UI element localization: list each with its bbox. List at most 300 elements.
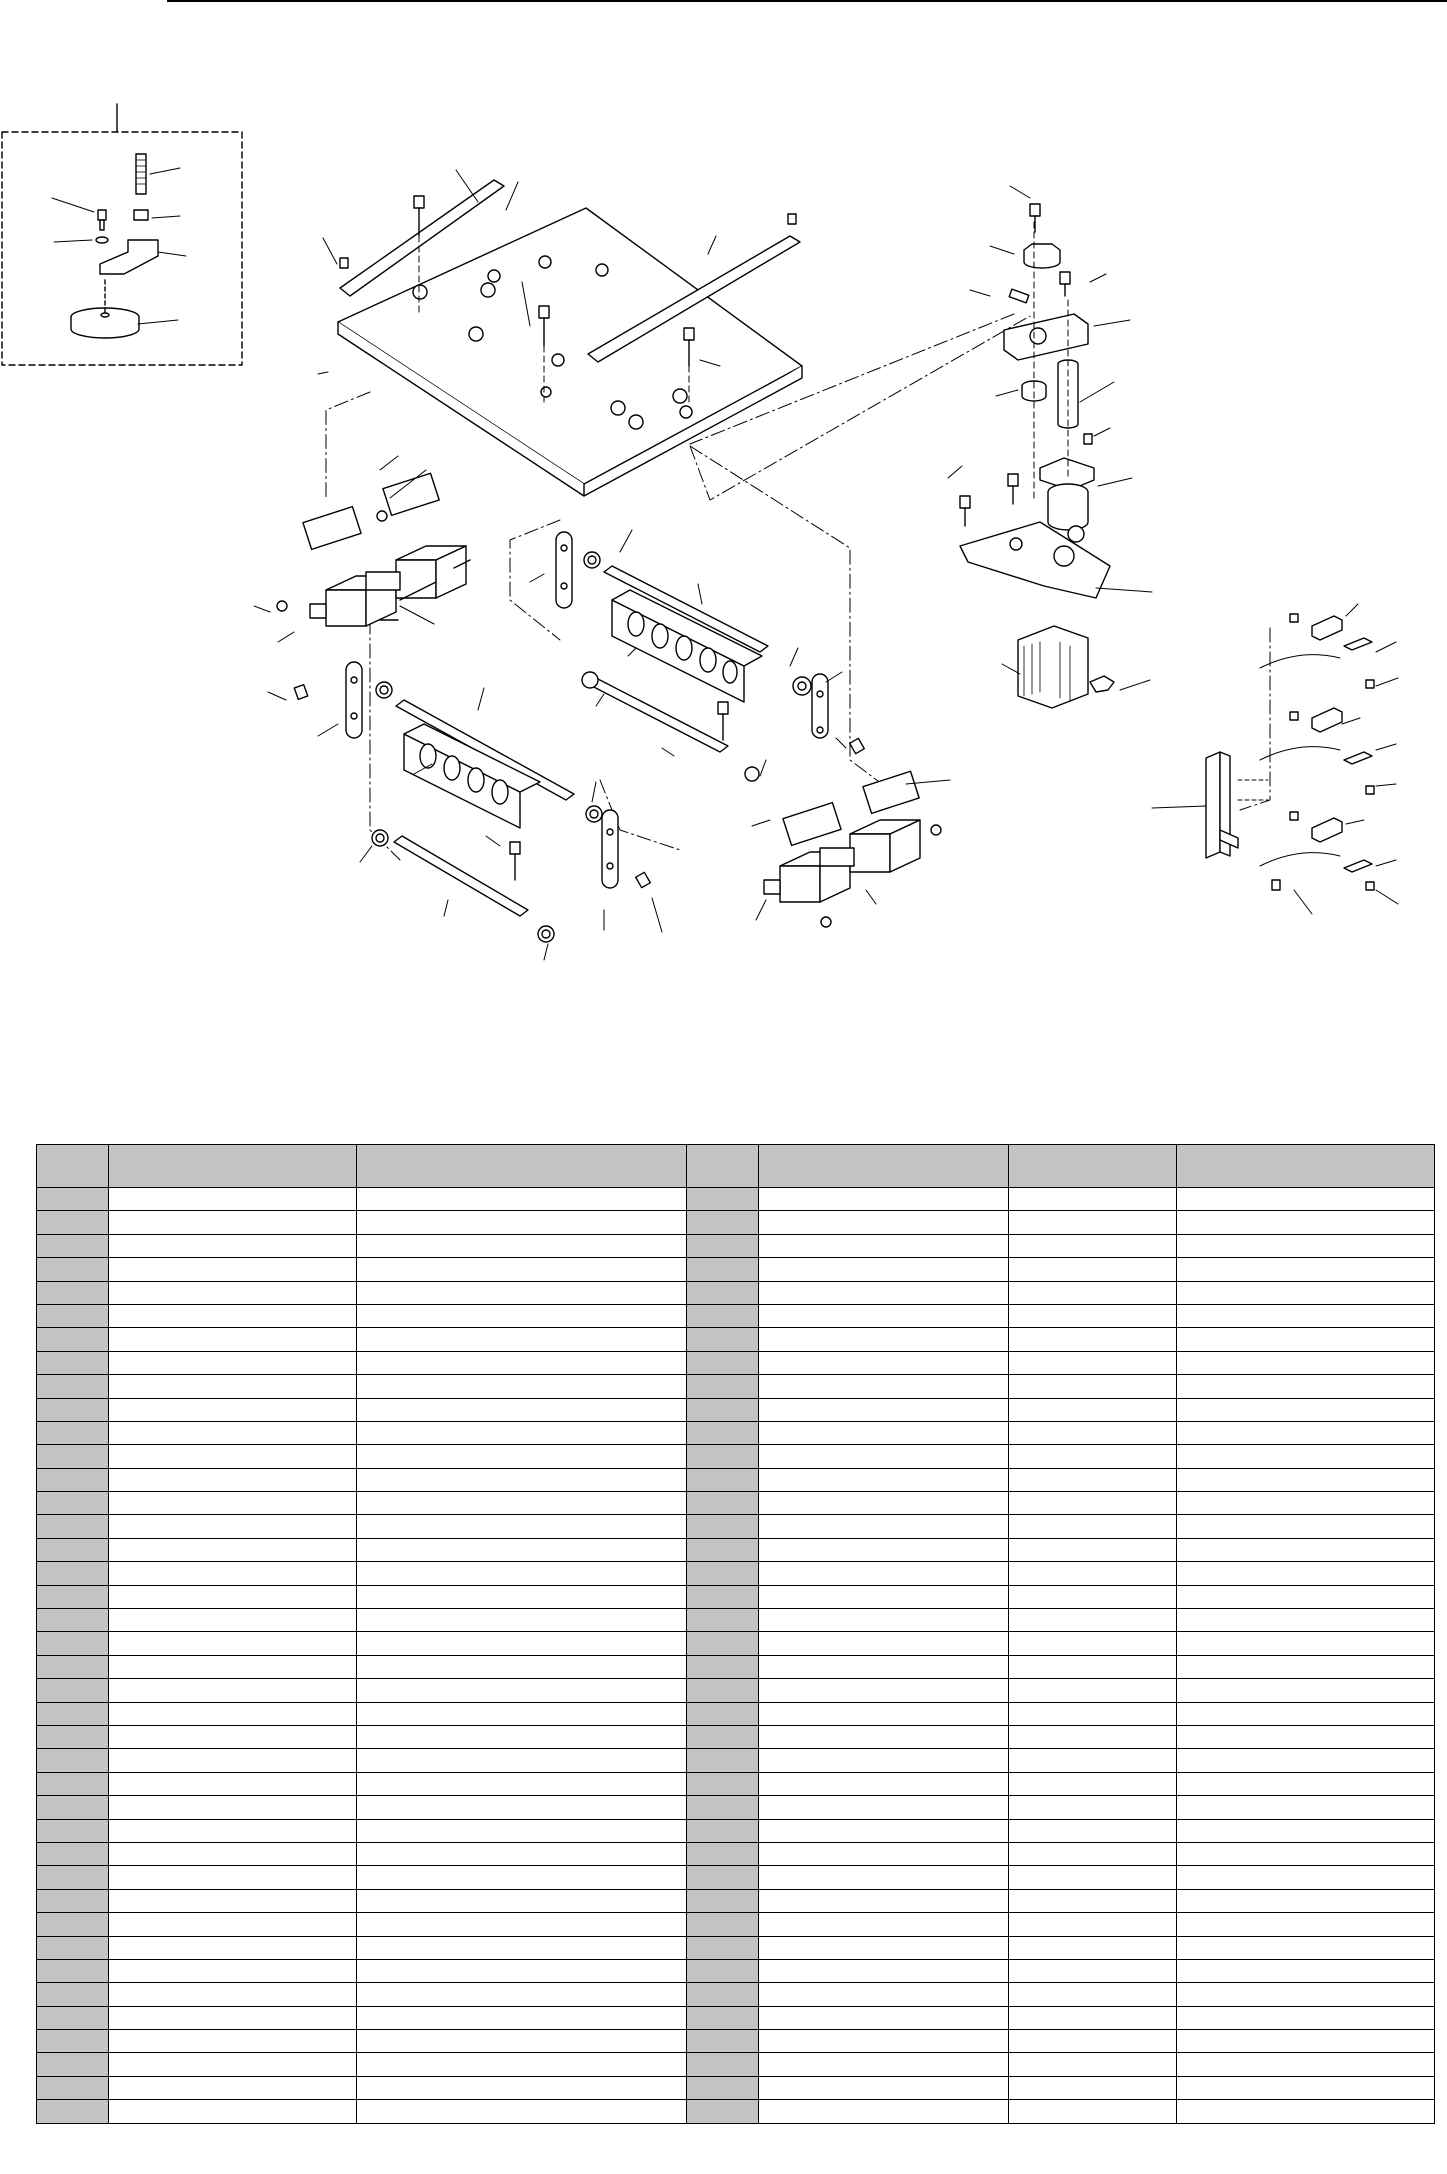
table-cell	[109, 1188, 357, 1211]
col-header-no	[37, 1145, 109, 1188]
table-cell	[687, 1842, 759, 1865]
table-cell	[687, 1258, 759, 1281]
table-cell	[759, 1936, 1009, 1959]
table-cell	[37, 1328, 109, 1351]
table-row	[37, 1234, 1435, 1257]
sensor-bracket-assembly	[1152, 604, 1398, 914]
table-cell	[1177, 1445, 1435, 1468]
table-cell	[109, 1328, 357, 1351]
table-cell	[687, 1609, 759, 1632]
table-row	[37, 1492, 1435, 1515]
table-cell	[37, 1889, 109, 1912]
table-cell	[1177, 1983, 1435, 2006]
table-cell	[687, 1655, 759, 1678]
table-cell	[1177, 1702, 1435, 1725]
lower-shaft-assembly	[268, 662, 662, 960]
table-cell	[109, 1421, 357, 1444]
table-cell	[759, 1772, 1009, 1795]
right-slide-block-assembly	[752, 771, 950, 927]
table-cell	[37, 1632, 109, 1655]
table-cell	[357, 1913, 687, 1936]
table-cell	[1009, 2100, 1177, 2123]
table-cell	[1009, 1796, 1177, 1819]
table-cell	[37, 1959, 109, 1982]
table-cell	[1177, 1492, 1435, 1515]
table-cell	[1177, 1188, 1435, 1211]
table-cell	[37, 1725, 109, 1748]
table-cell	[37, 1913, 109, 1936]
table-cell	[37, 1936, 109, 1959]
table-cell	[759, 1889, 1009, 1912]
table-cell	[687, 2006, 759, 2029]
table-cell	[357, 2076, 687, 2099]
table-row	[37, 1702, 1435, 1725]
table-cell	[1009, 1679, 1177, 1702]
col-header-qty	[1009, 1145, 1177, 1188]
table-cell	[37, 1281, 109, 1304]
table-cell	[687, 1866, 759, 1889]
table-cell	[109, 1632, 357, 1655]
table-cell	[37, 1234, 109, 1257]
table-cell	[687, 1889, 759, 1912]
table-cell	[759, 1749, 1009, 1772]
table-cell	[687, 1913, 759, 1936]
table-cell	[759, 1842, 1009, 1865]
table-cell	[687, 1702, 759, 1725]
table-cell	[759, 1398, 1009, 1421]
table-cell	[1009, 1398, 1177, 1421]
table-cell	[109, 1538, 357, 1561]
table-cell	[357, 1889, 687, 1912]
table-cell	[109, 1351, 357, 1374]
table-cell	[357, 1725, 687, 1748]
table-cell	[1009, 1936, 1177, 1959]
table-row	[37, 1772, 1435, 1795]
table-cell	[1009, 2030, 1177, 2053]
table-cell	[37, 2053, 109, 2076]
table-cell	[1177, 1936, 1435, 1959]
table-cell	[109, 1515, 357, 1538]
table-cell	[759, 1609, 1009, 1632]
table-cell	[37, 1562, 109, 1585]
table-row	[37, 1281, 1435, 1304]
table-cell	[37, 1609, 109, 1632]
table-cell	[37, 1702, 109, 1725]
table-cell	[687, 2100, 759, 2123]
table-cell	[759, 1328, 1009, 1351]
table-cell	[687, 1492, 759, 1515]
table-cell	[1009, 1538, 1177, 1561]
table-cell	[357, 1258, 687, 1281]
table-cell	[1177, 1609, 1435, 1632]
table-cell	[1177, 1655, 1435, 1678]
table-cell	[357, 1632, 687, 1655]
table-cell	[759, 2006, 1009, 2029]
table-cell	[109, 1304, 357, 1327]
table-cell	[759, 1304, 1009, 1327]
table-cell	[1177, 1819, 1435, 1842]
table-cell	[1009, 1609, 1177, 1632]
leveling-foot-inset	[2, 104, 242, 365]
table-cell	[759, 1725, 1009, 1748]
table-cell	[759, 1819, 1009, 1842]
table-cell	[759, 2100, 1009, 2123]
table-cell	[37, 1515, 109, 1538]
table-cell	[357, 1702, 687, 1725]
table-cell	[687, 1936, 759, 1959]
table-row	[37, 1959, 1435, 1982]
table-cell	[109, 1609, 357, 1632]
table-cell	[1009, 1819, 1177, 1842]
table-row	[37, 1819, 1435, 1842]
table-cell	[109, 1211, 357, 1234]
table-cell	[687, 1749, 759, 1772]
table-cell	[37, 1655, 109, 1678]
table-cell	[109, 1445, 357, 1468]
table-row	[37, 2030, 1435, 2053]
parts-table-header	[37, 1145, 1435, 1188]
table-cell	[109, 1562, 357, 1585]
table-cell	[759, 1655, 1009, 1678]
table-cell	[109, 1679, 357, 1702]
table-row	[37, 1304, 1435, 1327]
table-row	[37, 1749, 1435, 1772]
table-row	[37, 1655, 1435, 1678]
table-cell	[37, 2006, 109, 2029]
table-cell	[109, 1749, 357, 1772]
table-cell	[1177, 1328, 1435, 1351]
table-cell	[1177, 1468, 1435, 1491]
table-cell	[759, 1258, 1009, 1281]
table-cell	[759, 1562, 1009, 1585]
table-cell	[357, 2030, 687, 2053]
table-cell	[357, 1445, 687, 1468]
table-cell	[687, 1679, 759, 1702]
table-cell	[1009, 1983, 1177, 2006]
table-cell	[109, 1702, 357, 1725]
table-cell	[759, 1421, 1009, 1444]
table-cell	[759, 1679, 1009, 1702]
table-cell	[1009, 1562, 1177, 1585]
table-cell	[357, 1959, 687, 1982]
table-cell	[1009, 1655, 1177, 1678]
table-cell	[687, 1351, 759, 1374]
table-cell	[687, 1188, 759, 1211]
table-cell	[1177, 1515, 1435, 1538]
table-cell	[759, 1492, 1009, 1515]
table-row	[37, 1398, 1435, 1421]
table-cell	[1177, 1538, 1435, 1561]
table-cell	[109, 2030, 357, 2053]
table-cell	[1009, 1445, 1177, 1468]
table-cell	[759, 1515, 1009, 1538]
table-cell	[109, 1375, 357, 1398]
table-cell	[109, 1655, 357, 1678]
table-cell	[1009, 1211, 1177, 1234]
table-cell	[357, 1188, 687, 1211]
table-cell	[1009, 2076, 1177, 2099]
table-row	[37, 1421, 1435, 1444]
table-cell	[1177, 1304, 1435, 1327]
table-cell	[37, 2100, 109, 2123]
table-cell	[759, 1796, 1009, 1819]
table-cell	[37, 1538, 109, 1561]
table-cell	[109, 2053, 357, 2076]
table-cell	[759, 1959, 1009, 1982]
table-cell	[357, 1351, 687, 1374]
table-cell	[1009, 2006, 1177, 2029]
table-cell	[109, 1866, 357, 1889]
table-cell	[1009, 1281, 1177, 1304]
table-cell	[109, 2100, 357, 2123]
table-cell	[759, 1632, 1009, 1655]
table-row	[37, 1258, 1435, 1281]
table-row	[37, 2076, 1435, 2099]
table-cell	[1009, 1515, 1177, 1538]
table-cell	[1177, 1725, 1435, 1748]
col-header-description-2	[1177, 1145, 1435, 1188]
table-cell	[687, 1819, 759, 1842]
table-cell	[759, 1983, 1009, 2006]
table-cell	[759, 2076, 1009, 2099]
table-cell	[37, 1421, 109, 1444]
table-cell	[357, 1304, 687, 1327]
table-row	[37, 1328, 1435, 1351]
table-cell	[109, 1772, 357, 1795]
table-cell	[357, 1655, 687, 1678]
table-cell	[1177, 1772, 1435, 1795]
table-cell	[687, 1538, 759, 1561]
table-cell	[1177, 1632, 1435, 1655]
table-cell	[1009, 1702, 1177, 1725]
table-cell	[1009, 1725, 1177, 1748]
table-cell	[1009, 1632, 1177, 1655]
table-cell	[759, 1211, 1009, 1234]
table-cell	[109, 1913, 357, 1936]
table-row	[37, 2053, 1435, 2076]
table-cell	[759, 1351, 1009, 1374]
table-cell	[357, 1398, 687, 1421]
table-cell	[357, 1983, 687, 2006]
table-cell	[109, 1468, 357, 1491]
table-cell	[687, 1328, 759, 1351]
table-cell	[109, 1819, 357, 1842]
table-cell	[759, 1702, 1009, 1725]
table-cell	[109, 1796, 357, 1819]
table-cell	[1177, 1562, 1435, 1585]
table-cell	[1177, 2053, 1435, 2076]
table-cell	[357, 1772, 687, 1795]
table-cell	[1177, 1421, 1435, 1444]
table-cell	[1009, 1258, 1177, 1281]
table-cell	[109, 1983, 357, 2006]
table-cell	[1177, 1749, 1435, 1772]
table-cell	[687, 1211, 759, 1234]
table-cell	[37, 1445, 109, 1468]
table-cell	[687, 1959, 759, 1982]
table-cell	[37, 1492, 109, 1515]
table-cell	[1009, 1375, 1177, 1398]
table-cell	[1177, 1281, 1435, 1304]
exploded-parts-diagram	[0, 0, 1447, 1000]
table-cell	[1177, 1842, 1435, 1865]
table-cell	[687, 2076, 759, 2099]
table-cell	[37, 1398, 109, 1421]
table-row	[37, 1188, 1435, 1211]
upper-shaft-assembly	[530, 530, 864, 781]
table-cell	[1009, 1959, 1177, 1982]
table-cell	[37, 1188, 109, 1211]
table-cell	[357, 1281, 687, 1304]
table-cell	[109, 1281, 357, 1304]
table-cell	[37, 1585, 109, 1608]
cylinder-assembly	[948, 186, 1152, 708]
table-cell	[37, 1351, 109, 1374]
table-cell	[109, 1842, 357, 1865]
table-cell	[1009, 1842, 1177, 1865]
table-cell	[1177, 1866, 1435, 1889]
table-row	[37, 1889, 1435, 1912]
table-cell	[759, 1188, 1009, 1211]
table-row	[37, 1562, 1435, 1585]
table-cell	[37, 1258, 109, 1281]
table-cell	[357, 2006, 687, 2029]
table-cell	[687, 1421, 759, 1444]
table-cell	[1177, 1679, 1435, 1702]
table-cell	[357, 1492, 687, 1515]
table-cell	[357, 1842, 687, 1865]
table-cell	[1009, 1304, 1177, 1327]
table-cell	[357, 1609, 687, 1632]
table-cell	[759, 1866, 1009, 1889]
table-cell	[37, 1772, 109, 1795]
table-cell	[109, 1398, 357, 1421]
table-cell	[1009, 1328, 1177, 1351]
table-cell	[687, 1796, 759, 1819]
table-cell	[1177, 1258, 1435, 1281]
left-slide-block-assembly	[254, 456, 470, 642]
table-cell	[357, 2053, 687, 2076]
table-cell	[357, 1562, 687, 1585]
table-cell	[1177, 1889, 1435, 1912]
table-cell	[1177, 1351, 1435, 1374]
table-cell	[1009, 1234, 1177, 1257]
table-cell	[357, 1796, 687, 1819]
table-cell	[37, 1468, 109, 1491]
table-cell	[1177, 2030, 1435, 2053]
table-cell	[357, 1679, 687, 1702]
table-row	[37, 1351, 1435, 1374]
parts-list-table	[36, 1144, 1435, 2124]
table-cell	[1177, 1913, 1435, 1936]
table-cell	[357, 1749, 687, 1772]
table-cell	[357, 1211, 687, 1234]
table-cell	[109, 1959, 357, 1982]
table-cell	[37, 1983, 109, 2006]
table-row	[37, 1538, 1435, 1561]
table-cell	[37, 2030, 109, 2053]
table-row	[37, 1375, 1435, 1398]
table-cell	[109, 1936, 357, 1959]
table-cell	[759, 1445, 1009, 1468]
table-cell	[37, 1375, 109, 1398]
table-row	[37, 1796, 1435, 1819]
table-row	[37, 1866, 1435, 1889]
table-cell	[759, 1234, 1009, 1257]
table-cell	[357, 1866, 687, 1889]
table-cell	[109, 1889, 357, 1912]
table-cell	[759, 1468, 1009, 1491]
table-cell	[687, 1468, 759, 1491]
table-row	[37, 1609, 1435, 1632]
table-cell	[37, 1842, 109, 1865]
table-row	[37, 1842, 1435, 1865]
table-cell	[1177, 1398, 1435, 1421]
table-cell	[687, 1772, 759, 1795]
table-cell	[37, 1679, 109, 1702]
table-cell	[1177, 1585, 1435, 1608]
table-cell	[37, 2076, 109, 2099]
table-cell	[1177, 2100, 1435, 2123]
base-plate	[318, 170, 802, 496]
table-cell	[357, 1375, 687, 1398]
table-row	[37, 1936, 1435, 1959]
table-cell	[687, 1632, 759, 1655]
table-cell	[687, 1725, 759, 1748]
table-cell	[759, 2053, 1009, 2076]
table-cell	[759, 1281, 1009, 1304]
table-cell	[687, 1983, 759, 2006]
table-cell	[357, 1234, 687, 1257]
table-cell	[37, 1304, 109, 1327]
table-cell	[357, 1328, 687, 1351]
table-cell	[687, 1234, 759, 1257]
table-cell	[109, 1492, 357, 1515]
table-cell	[1009, 1351, 1177, 1374]
table-cell	[1009, 1585, 1177, 1608]
table-row	[37, 1585, 1435, 1608]
parts-table-body	[37, 1188, 1435, 2124]
table-cell	[1009, 1468, 1177, 1491]
table-cell	[759, 1538, 1009, 1561]
table-row	[37, 1983, 1435, 2006]
table-cell	[37, 1211, 109, 1234]
table-cell	[687, 2053, 759, 2076]
table-cell	[1177, 1796, 1435, 1819]
table-row	[37, 1468, 1435, 1491]
table-cell	[1009, 1421, 1177, 1444]
table-cell	[37, 1796, 109, 1819]
table-cell	[1009, 1866, 1177, 1889]
table-cell	[109, 1585, 357, 1608]
table-cell	[687, 1515, 759, 1538]
table-cell	[357, 1936, 687, 1959]
table-cell	[109, 2006, 357, 2029]
table-cell	[687, 1562, 759, 1585]
table-cell	[759, 1375, 1009, 1398]
table-cell	[357, 1585, 687, 1608]
table-cell	[687, 1281, 759, 1304]
table-row	[37, 1445, 1435, 1468]
table-cell	[687, 1445, 759, 1468]
table-cell	[1009, 2053, 1177, 2076]
table-cell	[1009, 1188, 1177, 1211]
col-header-no-2	[687, 1145, 759, 1188]
table-cell	[1177, 2076, 1435, 2099]
table-cell	[759, 1913, 1009, 1936]
table-cell	[1177, 1375, 1435, 1398]
table-cell	[1177, 1211, 1435, 1234]
